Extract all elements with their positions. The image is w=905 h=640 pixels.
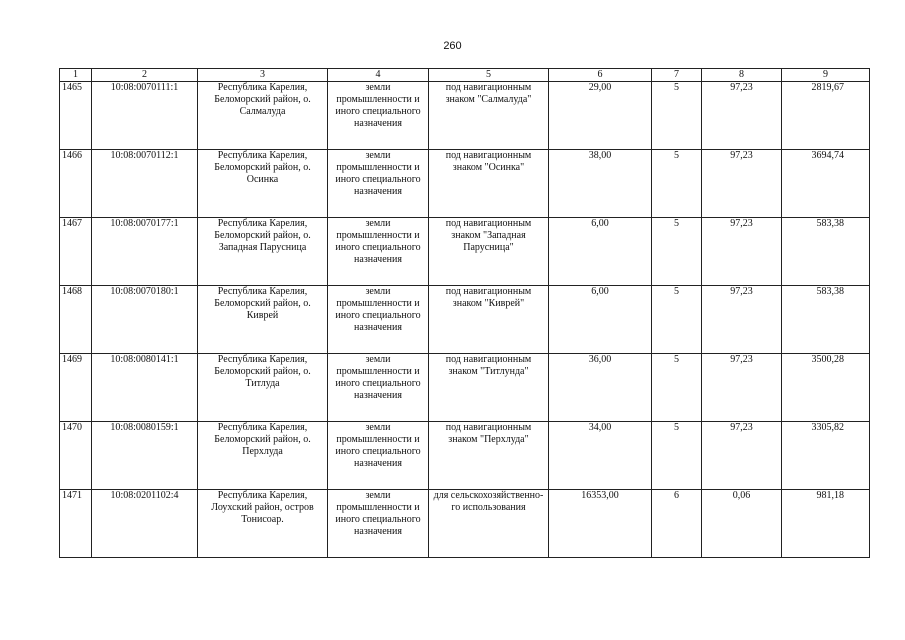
cell-group: 5 [652, 422, 702, 490]
cell-location: Республика Карелия, Беломорский район, о. Титлуда [198, 354, 328, 422]
header-row [60, 69, 870, 82]
cell-cadastral-number: 10:08:0201102:4 [92, 490, 198, 558]
cell-row-number: 1470 [60, 422, 92, 490]
cell-location: Республика Карелия, Лоухский район, остров Тонисоар. [198, 490, 328, 558]
cell-cadastral-number: 10:08:0070111:1 [92, 82, 198, 150]
cell-group: 5 [652, 218, 702, 286]
cell-area: 34,00 [549, 422, 652, 490]
cell-permitted-use: под навигационным знаком "Титлунда" [429, 354, 549, 422]
cell-location: Республика Карелия, Беломорский район, о. Салмалуда [198, 82, 328, 150]
cell-rate: 97,23 [702, 150, 782, 218]
cell-rate: 97,23 [702, 218, 782, 286]
cell-area: 36,00 [549, 354, 652, 422]
cell-group: 5 [652, 354, 702, 422]
table-row [60, 218, 870, 286]
cell-cadastral-number: 10:08:0070112:1 [92, 150, 198, 218]
page-number: 260 [443, 40, 462, 52]
cell-land-category: земли промышленности и иного специального назначения [328, 354, 429, 422]
table-row [60, 286, 870, 354]
cell-location: Республика Карелия, Беломорский район, о. Киврей [198, 286, 328, 354]
cell-land-category: земли промышленности и иного специального назначения [328, 422, 429, 490]
table-row [60, 354, 870, 422]
cell-area: 38,00 [549, 150, 652, 218]
cell-area: 6,00 [549, 286, 652, 354]
cell-value: 981,18 [782, 490, 870, 558]
cell-group: 5 [652, 286, 702, 354]
header-col-1: 1 [60, 69, 92, 82]
cell-rate: 97,23 [702, 286, 782, 354]
header-col-9: 9 [782, 69, 870, 82]
cell-location: Республика Карелия, Беломорский район, о. Перхлуда [198, 422, 328, 490]
cell-group: 5 [652, 82, 702, 150]
header-col-5: 5 [429, 69, 549, 82]
cell-rate: 97,23 [702, 422, 782, 490]
cell-row-number: 1465 [60, 82, 92, 150]
cell-value: 3500,28 [782, 354, 870, 422]
cell-group: 5 [652, 150, 702, 218]
cell-value: 3694,74 [782, 150, 870, 218]
cell-location: Республика Карелия, Беломорский район, о. Осинка [198, 150, 328, 218]
cell-row-number: 1468 [60, 286, 92, 354]
cell-cadastral-number: 10:08:0070180:1 [92, 286, 198, 354]
header-col-7: 7 [652, 69, 702, 82]
cell-row-number: 1466 [60, 150, 92, 218]
land-plots-table [59, 68, 870, 558]
cell-area: 6,00 [549, 218, 652, 286]
cell-land-category: земли промышленности и иного специального назначения [328, 490, 429, 558]
cell-land-category: земли промышленности и иного специального назначения [328, 286, 429, 354]
cell-value: 2819,67 [782, 82, 870, 150]
cell-permitted-use: под навигационным знаком "Перхлуда" [429, 422, 549, 490]
cell-permitted-use: под навигационным знаком "Западная Парусница" [429, 218, 549, 286]
cell-permitted-use: под навигационным знаком "Салмалуда" [429, 82, 549, 150]
cell-value: 3305,82 [782, 422, 870, 490]
header-col-6: 6 [549, 69, 652, 82]
table-row [60, 150, 870, 218]
table-row [60, 490, 870, 558]
header-col-3: 3 [198, 69, 328, 82]
cell-value: 583,38 [782, 218, 870, 286]
cell-land-category: земли промышленности и иного специального назначения [328, 150, 429, 218]
cell-land-category: земли промышленности и иного специального назначения [328, 82, 429, 150]
cell-rate: 97,23 [702, 82, 782, 150]
cell-rate: 0,06 [702, 490, 782, 558]
cell-location: Республика Карелия, Беломорский район, о. Западная Парусница [198, 218, 328, 286]
cell-cadastral-number: 10:08:0080159:1 [92, 422, 198, 490]
cell-permitted-use: для сельскохозяйственно-го использования [429, 490, 549, 558]
table-header [60, 69, 870, 82]
cell-permitted-use: под навигационным знаком "Киврей" [429, 286, 549, 354]
table-row [60, 82, 870, 150]
cell-cadastral-number: 10:08:0070177:1 [92, 218, 198, 286]
cell-row-number: 1469 [60, 354, 92, 422]
cell-row-number: 1467 [60, 218, 92, 286]
cell-land-category: земли промышленности и иного специального назначения [328, 218, 429, 286]
table-row [60, 422, 870, 490]
cell-value: 583,38 [782, 286, 870, 354]
cell-cadastral-number: 10:08:0080141:1 [92, 354, 198, 422]
cell-permitted-use: под навигационным знаком "Осинка" [429, 150, 549, 218]
cell-area: 16353,00 [549, 490, 652, 558]
cell-group: 6 [652, 490, 702, 558]
header-col-2: 2 [92, 69, 198, 82]
table-body [60, 82, 870, 558]
header-col-8: 8 [702, 69, 782, 82]
cell-area: 29,00 [549, 82, 652, 150]
cell-rate: 97,23 [702, 354, 782, 422]
header-col-4: 4 [328, 69, 429, 82]
cell-row-number: 1471 [60, 490, 92, 558]
